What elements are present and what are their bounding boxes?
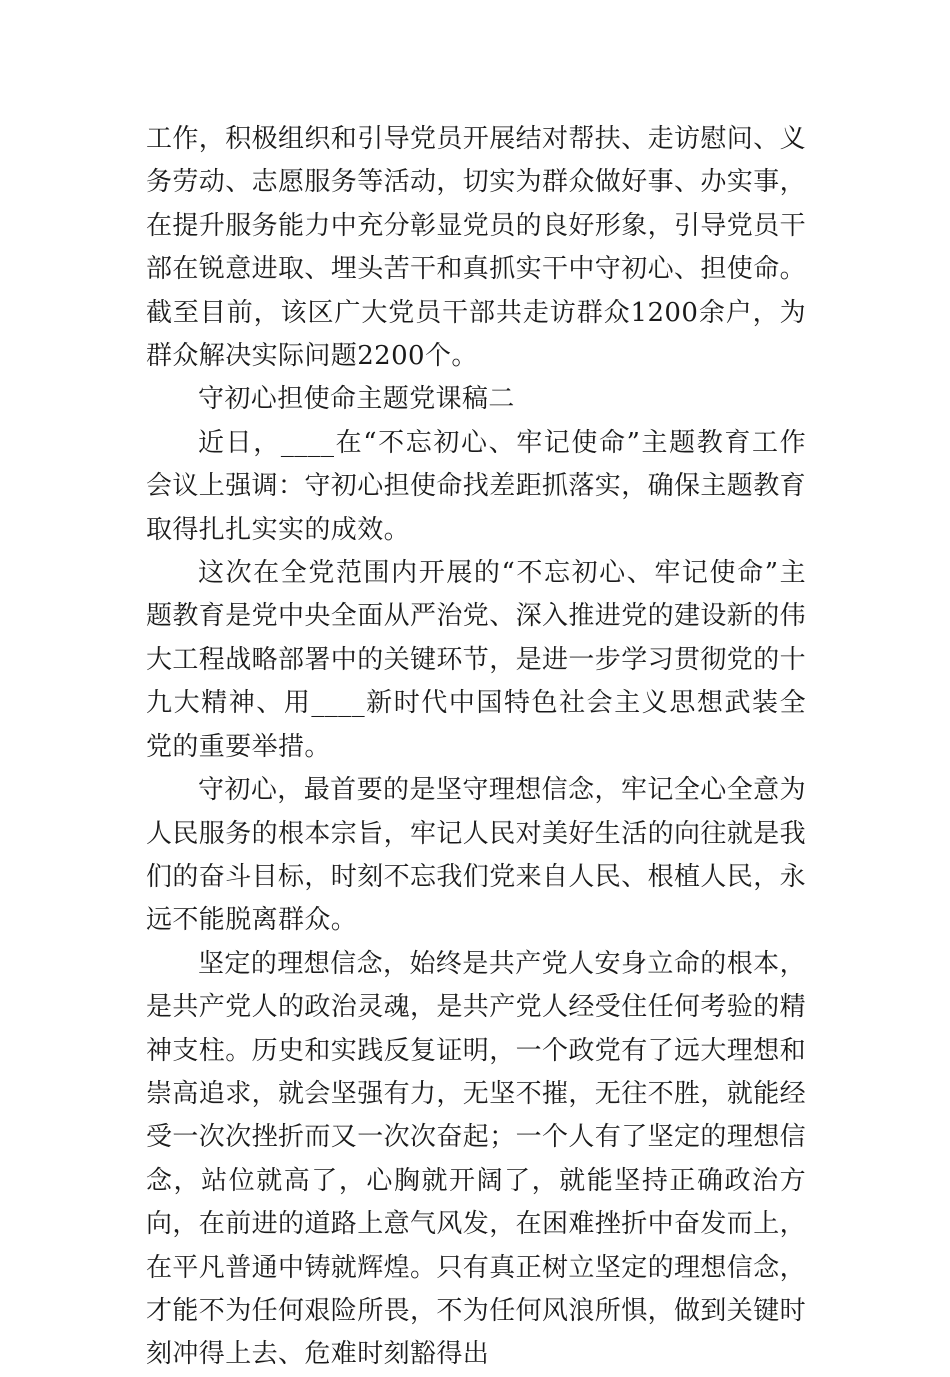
paragraph: 近日，____在“不忘初心、牢记使命”主题教育工作会议上强调：守初心担使命找差距抓落实，确保主题教育取得扎扎实实的成效。	[146, 427, 807, 545]
paragraph: 守初心，最首要的是坚守理想信念，牢记全心全意为人民服务的根本宗旨，牢记人民对美好生活的向往就是我们的奋斗目标，时刻不忘我们党来自人民、根植人民，永远不能脱离群众。	[146, 775, 807, 936]
paragraph: 这次在全党范围内开展的“不忘初心、牢记使命”主题教育是党中央全面从严治党、深入推进党的建设新的伟大工程战略部署中的关键环节，是进一步学习贯彻党的十九大精神、用____新时代中国特色社会主义思想武装全党的重要举措。	[146, 558, 807, 762]
paragraph-continuation: 工作，积极组织和引导党员开展结对帮扶、走访慰问、义务劳动、志愿服务等活动，切实为群众做好事、办实事，在提升服务能力中充分彰显党员的良好形象，引导党员干部在锐意进取、埋头苦干和真抓实干中守初心、担使命。截至目前，该区广大党员干部共走访群众1200余户，为群众解决实际问题2200个。	[146, 124, 807, 372]
section-heading: 守初心担使命主题党课稿二	[198, 384, 515, 415]
document-body	[146, 118, 806, 1377]
paragraph: 坚定的理想信念，始终是共产党人安身立命的根本，是共产党人的政治灵魂，是共产党人经受住任何考验的精神支柱。历史和实践反复证明，一个政党有了远大理想和崇高追求，就会坚强有力，无坚不摧，无往不胜，就能经受一次次挫折而又一次次奋起；一个人有了坚定的理想信念，站位就高了，心胸就开阔了，就能坚持正确政治方向，在前进的道路上意气风发，在困难挫折中奋发而上，在平凡普通中铸就辉煌。只有真正树立坚定的理想信念，才能不为任何艰险所畏，不为任何风浪所惧，做到关键时刻冲得上去、危难时刻豁得出	[146, 948, 807, 1370]
